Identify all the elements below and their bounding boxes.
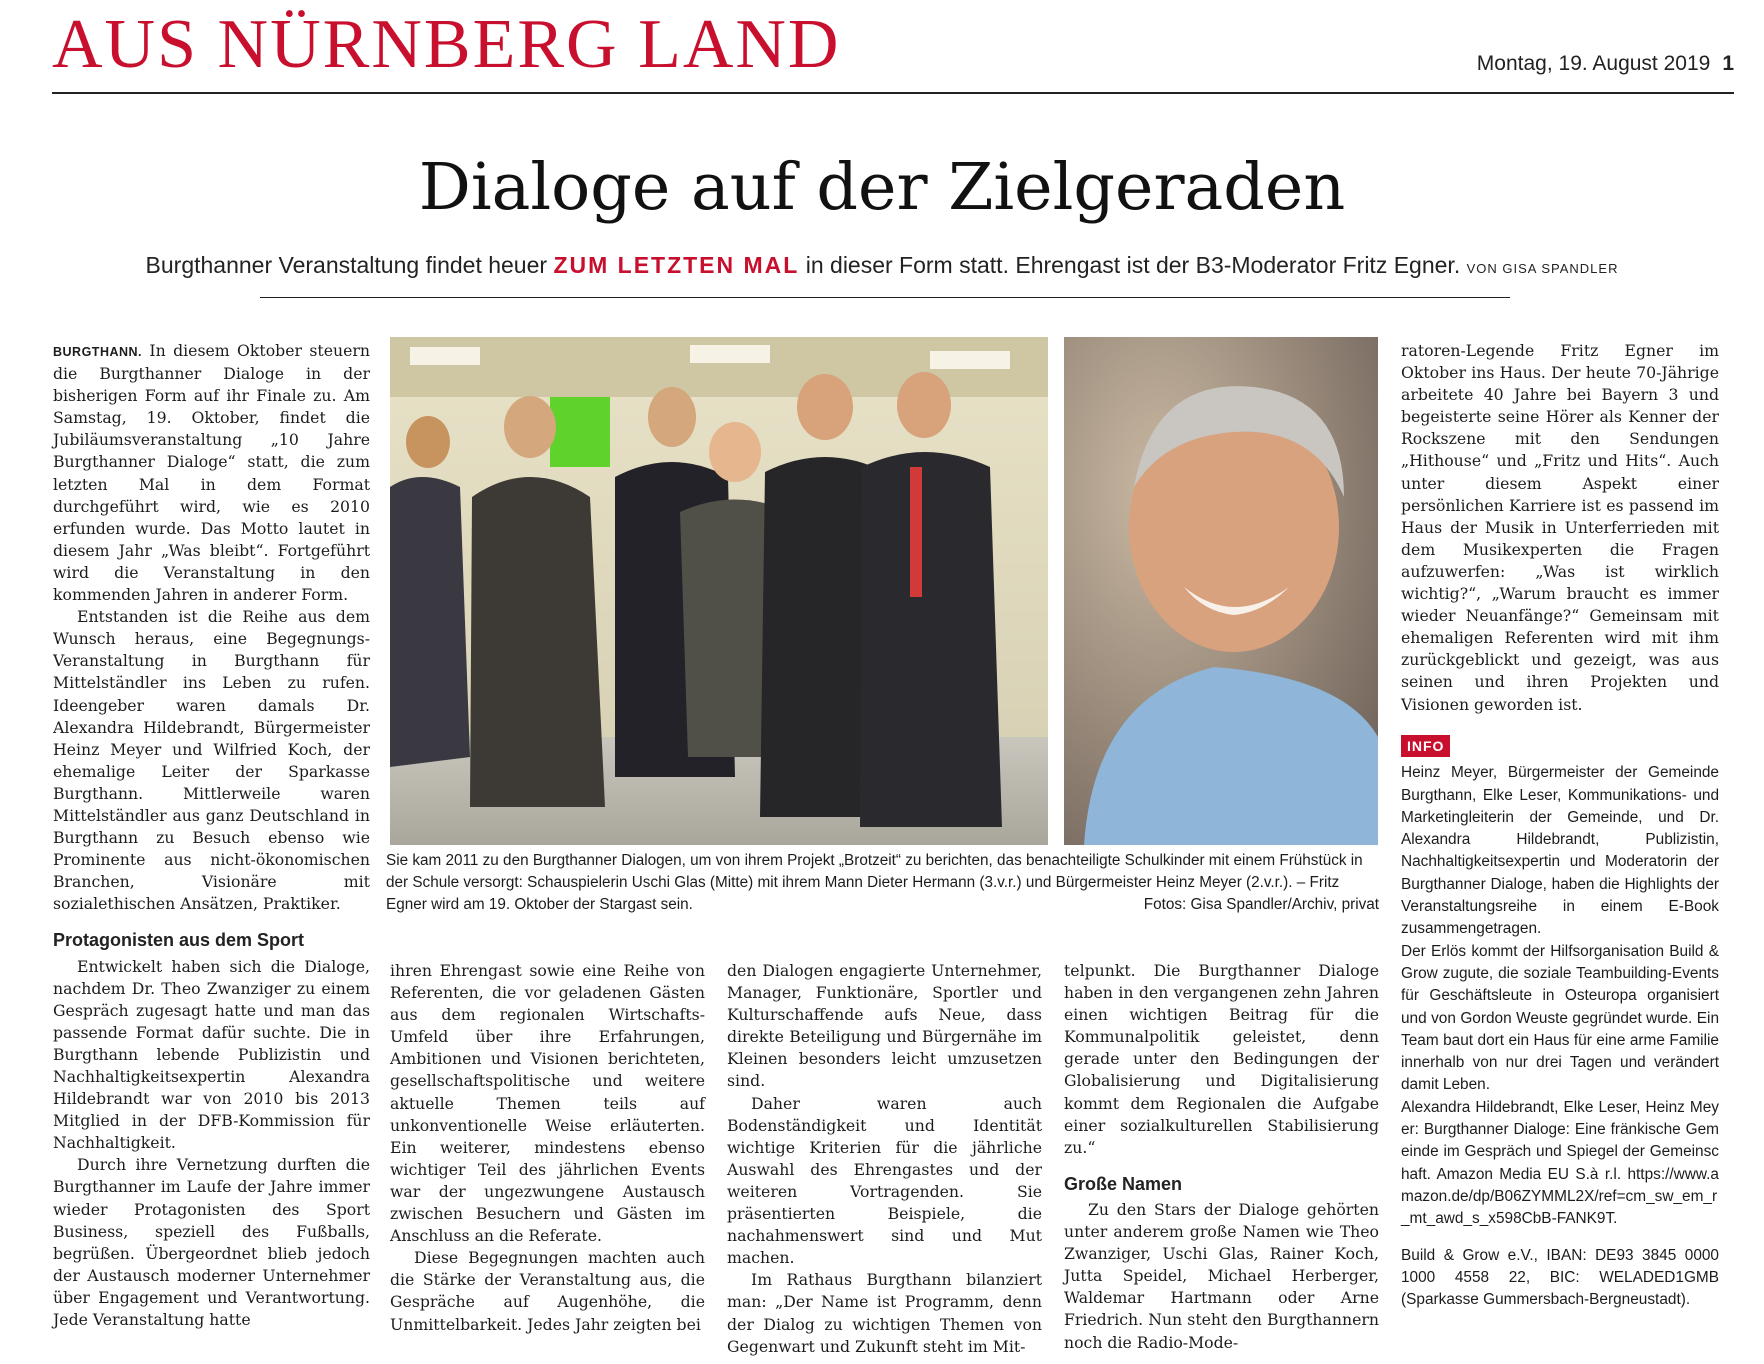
- paragraph: telpunkt. Die Burgthanner Dialoge haben in den vergangenen zehn Jahren einen wichtigen Beitrag für die Kommunalpolitik geleistet, denn gerade unter den Bedingungen der Globalisierung und Digitalisierung kommt dem Regionalen die Aufgabe einer sozialkulturellen Stabilisierung zu.“: [1064, 961, 1379, 1157]
- dateline: BURGTHANN.: [53, 345, 143, 359]
- paragraph: Durch ihre Vernetzung durften die Burgthanner im Laufe der Jahre immer wieder Protagonisten des Sport Business, speziell des Fußballs, begrüßen. Übergeordnet blieb jedoch der Austausch moderner Unternehmer über Engagement und Verantwortung. Jede Veranstaltung hatte: [53, 1155, 370, 1330]
- group-photo: [390, 337, 1048, 845]
- paragraph: [53, 340, 370, 606]
- section-masthead: AUS NÜRNBERG LAND: [52, 6, 841, 83]
- date-line: [1477, 52, 1734, 76]
- subhead-text-2: in dieser Form statt. Ehrengast ist der B3-Moderator Fritz Egner.: [799, 252, 1461, 278]
- portrait-photo: [1064, 337, 1378, 845]
- page-number: 1: [1722, 52, 1734, 75]
- group-photo-image: [390, 337, 1048, 845]
- subhead-text-1: Burgthanner Veranstaltung findet heuer: [145, 252, 554, 278]
- portrait-photo-image: [1064, 337, 1378, 845]
- paragraph: Entwickelt haben sich die Dialoge, nachdem Dr. Theo Zwanziger zu einem Gespräch zugesagt hatte und man das passende Format dafür suchte. Die in Burgthann lebende Publizistin und Nachhaltigkeitsexpertin Alexandra Hildebrandt war von 2010 bis 2013 Mitglied in der DFB-Kommission für Nachhaltigkeit.: [53, 956, 370, 1153]
- subheading: Große Namen: [1064, 1173, 1183, 1194]
- paragraph: ihren Ehrengast sowie eine Reihe von Referenten, die vor geladenen Gästen aus dem regionalen Wirtschafts-Umfeld über ihre Erfahrungen, Ambitionen und Visionen berichteten, gesellschaftspolitische und weitere aktuelle Themen teils auf unkonventionelle Weise erläuterten. Ein weiterer, mindestens ebenso wichtiger Teil des jährlichen Events war der ungezwungene Austausch zwischen Besuchern und Gästen im Anschluss an die Referate.: [390, 961, 705, 1246]
- headline-rule: [260, 297, 1510, 298]
- article-headline: Dialoge auf der Zielgeraden: [418, 150, 1346, 225]
- byline: VON GISA SPANDLER: [1466, 261, 1619, 276]
- subhead-highlight: ZUM LETZTEN MAL: [553, 252, 800, 278]
- masthead-rule: [52, 92, 1734, 94]
- article-column-5: [1401, 340, 1719, 716]
- info-paragraph: Build & Grow e.V., IBAN: DE93 3845 0000 1000 4558 22, BIC: WELADED1GMB (Sparkasse Gummersbach-Bergneustadt).: [1401, 1246, 1719, 1309]
- article-column-1: [53, 340, 370, 1331]
- info-label: INFO: [1401, 735, 1450, 757]
- photo-credit: Fotos: Gisa Spandler/Archiv, privat: [1143, 896, 1379, 913]
- info-box: [1401, 735, 1719, 1311]
- article-column-4: [1064, 960, 1379, 1354]
- caption-text: Sie kam 2011 zu den Burgthanner Dialogen, um von ihrem Projekt „Brotzeit“ zu berichten, das benachteiligte Schulkinder mit einem Frühstück in der Schule versorgt: Schauspielerin Uschi Glas (Mitte) mit ihrem Mann Dieter Hermann (3.v.r.) und Bürgermeister Heinz Meyer (2.v.r.). – Fritz Egner wird am 19. Oktober der Stargast sein.: [386, 852, 1363, 913]
- article-column-2: [390, 960, 705, 1336]
- paragraph-text: In diesem Oktober steuern die Burgthanner Dialoge in der bisherigen Form auf ihr Finale zu. Am Samstag, 19. Oktober, findet die Jubiläumsveranstaltung „10 Jahre Burgthanner Dialoge“ statt, die zum letzten Mal in dem Format durchgeführt wird, wie es 2010 erfunden wurde. Das Motto lautet in diesem Jahr „Was bleibt“. Fortgeführt wird die Veranstaltung in den kommenden Jahren in anderer Form.: [53, 341, 370, 605]
- paragraph: den Dialogen engagierte Unternehmer, Manager, Funktionäre, Sportler und Kulturschaffende aufs Neue, dass direkte Beteiligung und Bürgernähe im Kleinen besonders leicht umzusetzen sind.: [727, 961, 1042, 1091]
- issue-date: Montag, 19. August 2019: [1476, 52, 1711, 75]
- paragraph: Im Rathaus Burgthann bilanziert man: „Der Name ist Programm, denn der Dialog zu wichtigen Themen von Gegenwart und Zukunft steht im Mit-: [727, 1270, 1042, 1356]
- paragraph: Daher waren auch Bodenständigkeit und Identität wichtige Kriterien für die jährliche Auswahl des Ehrengastes und der weiteren Vortragenden. Sie präsentierten Beispiele, die nachahmenswert sind und Mut machen.: [727, 1093, 1042, 1268]
- article-subhead: [0, 252, 1764, 279]
- info-paragraph: Heinz Meyer, Bürgermeister der Gemeinde Burgthann, Elke Leser, Kommunikations- und Marketingleiterin der Gemeinde, und Dr. Alexandra Hildebrandt, Publizistin, Nachhaltigkeitsexpertin und Moderatorin der Burgthanner Dialoge, haben die Highlights der Veranstaltungsreihe in einem E-Book zusammengetragen.: [1401, 764, 1719, 938]
- info-paragraph: Der Erlös kommt der Hilfsorganisation Build & Grow zugute, die soziale Teambuilding-Events für Geschäftsleute in Osteuropa organisiert und von Gordon Weuste gegründet wurde. Ein Team baut dort ein Haus für eine arme Familie innerhalb von nur drei Tagen und verändert damit Leben.: [1401, 942, 1719, 1094]
- paragraph: Entstanden ist die Reihe aus dem Wunsch heraus, eine Begegnungs-Veranstaltung in Burgthann für Mittelständler ins Leben zu rufen. Ideengeber waren damals Dr. Alexandra Hildebrandt, Bürgermeister Heinz Meyer und Wilfried Koch, der ehemalige Leiter der Sparkasse Burgthann. Mittlerweile waren Mittelständler aus ganz Deutschland in Burgthann zu Besuch ebenso wie Prominente aus nicht-ökonomischen Branchen, Visionäre mit sozialethischen Ansätzen, Praktiker.: [53, 607, 370, 914]
- article-column-3: [727, 960, 1042, 1358]
- photo-caption: [386, 850, 1379, 916]
- info-paragraph: Alexandra Hildebrandt, Elke Leser, Heinz Meyer: Burgthanner Dialoge: Eine fränkische Gemeinde im Gespräch und Spiegel der Gemeinschaft. Amazon Media EU S.à r.l. https://www.amazon.de/dp/B06ZYMML2X/ref=cm_sw_em_r_mt_awd_s_x598CbB-FANK9T.: [1401, 1098, 1719, 1228]
- subheading: Protagonisten aus dem Sport: [53, 930, 305, 951]
- paragraph: ratoren-Legende Fritz Egner im Oktober ins Haus. Der heute 70-Jährige arbeitete 40 Jahre bei Bayern 3 und begeisterte seine Hörer als Kenner der Rockszene mit den Sendungen „Hithouse“ und „Fritz und Hits“. Auch unter diesem Aspekt einer persönlichen Karriere ist es passend im Haus der Musik in Unterferrieden mit dem Musikexperten die Fragen aufzuwerfen: „Was ist wirklich wichtig?“, „Warum braucht es immer wieder Neuanfänge?“ Gemeinsam mit ehemaligen Referenten wird mit ihm zurückgeblickt und gezeigt, was aus seinen und ihren Projekten und Visionen geworden ist.: [1401, 341, 1719, 714]
- paragraph: Zu den Stars der Dialoge gehörten unter anderem große Namen wie Theo Zwanziger, Uschi Glas, Rainer Koch, Jutta Speidel, Michael Herberger, Waldemar Hartmann oder Arne Friedrich. Nun steht den Burgthannern noch die Radio-Mode-: [1064, 1199, 1379, 1352]
- paragraph: Diese Begegnungen machten auch die Stärke der Veranstaltung aus, die Gespräche auf Augenhöhe, die Unmittelbarkeit. Jedes Jahr zeigten bei: [390, 1248, 705, 1334]
